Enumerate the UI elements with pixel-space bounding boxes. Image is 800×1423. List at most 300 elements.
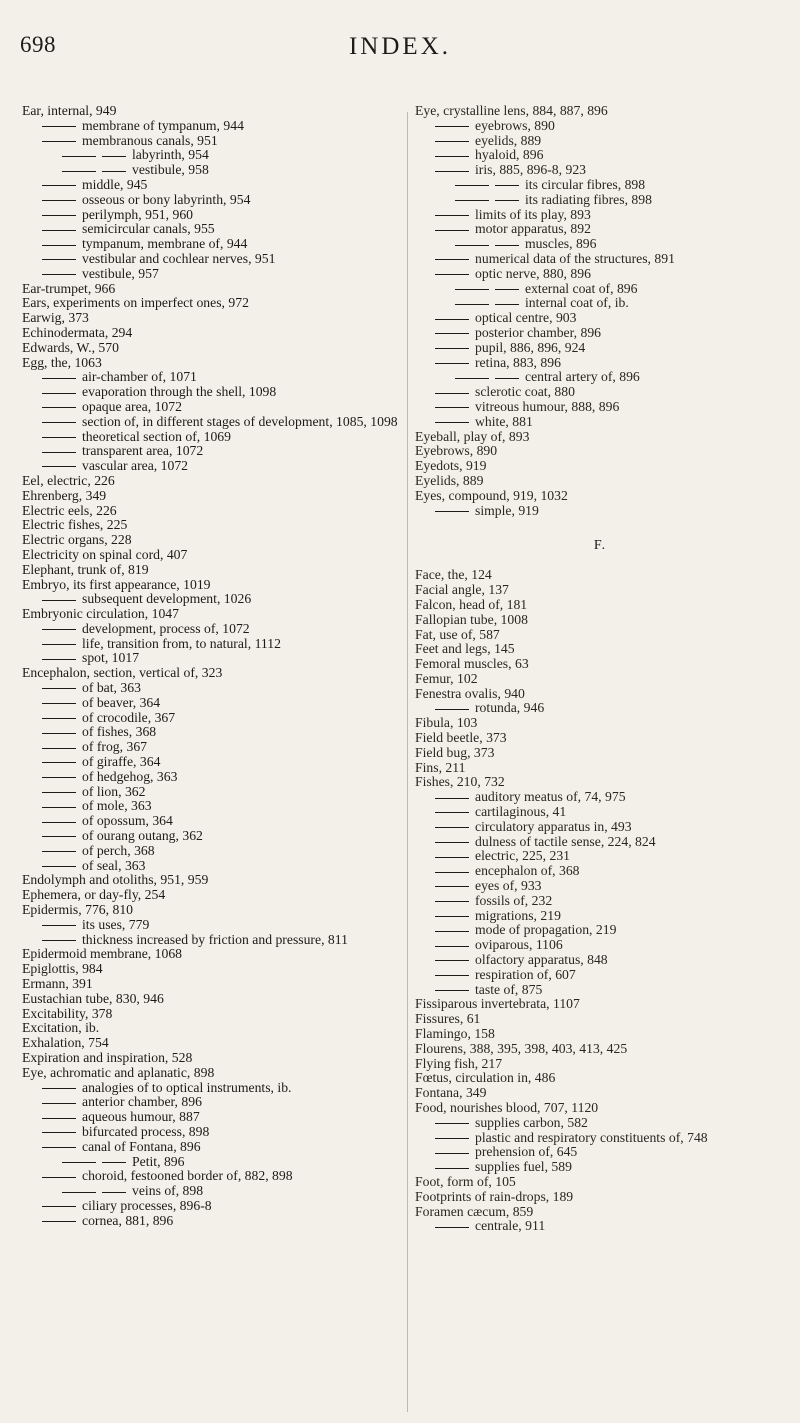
ditto-dash: [42, 792, 76, 793]
ditto-dash: [435, 393, 469, 394]
ditto-dash: [435, 1123, 469, 1124]
index-entry-text: eyelids, 889: [475, 132, 542, 148]
index-subentry: [415, 341, 785, 356]
ditto-dash: [435, 857, 469, 858]
index-subentry: [415, 237, 785, 252]
index-subentry: [415, 835, 785, 850]
index-entry-text: Fœtus, circulation in, 486: [415, 1070, 556, 1086]
index-entry-text: Ear-trumpet, 966: [22, 280, 116, 296]
index-entry-text: internal coat of, ib.: [525, 295, 629, 311]
index-subentry: [415, 296, 785, 311]
index-entry: [22, 1036, 402, 1051]
index-entry: [22, 104, 402, 119]
index-entry-text: prehension of, 645: [475, 1144, 578, 1160]
index-entry-text: semicircular canals, 955: [82, 221, 215, 237]
ditto-dash: [42, 659, 76, 660]
index-subentry: [415, 1160, 785, 1175]
index-entry: [22, 873, 402, 888]
ditto-dash: [455, 289, 489, 290]
ditto-dash: [435, 363, 469, 364]
index-entry-text: of hedgehog, 363: [82, 768, 178, 784]
ditto-dash: [435, 931, 469, 932]
index-entry-text: Ephemera, or day-fly, 254: [22, 887, 166, 903]
index-entry-text: Eyedots, 919: [415, 458, 487, 474]
index-entry: [415, 1027, 785, 1042]
ditto-dash: [495, 200, 519, 201]
index-entry-text: eyes of, 933: [475, 878, 542, 894]
index-entry: [415, 598, 785, 613]
index-subentry: [415, 849, 785, 864]
ditto-dash: [42, 1103, 76, 1104]
ditto-dash: [435, 798, 469, 799]
index-entry-text: retina, 883, 896: [475, 354, 561, 370]
index-subentry: [22, 119, 402, 134]
index-entry-text: subsequent development, 1026: [82, 591, 252, 607]
ditto-dash: [435, 1168, 469, 1169]
index-entry-text: development, process of, 1072: [82, 620, 250, 636]
index-entry-text: plastic and respiratory constituents of, 748: [475, 1129, 708, 1145]
index-subentry: [415, 370, 785, 385]
ditto-dash: [435, 946, 469, 947]
index-entry: [415, 775, 785, 790]
index-entry-text: life, transition from, to natural, 1112: [82, 635, 281, 651]
index-entry-text: fossils of, 232: [475, 892, 553, 908]
index-entry-text: Fins, 211: [415, 759, 466, 775]
ditto-dash: [42, 126, 76, 127]
index-entry: [415, 1175, 785, 1190]
index-entry-text: Fallopian tube, 1008: [415, 611, 528, 627]
ditto-dash: [62, 171, 96, 172]
index-subentry: [415, 208, 785, 223]
index-entry-text: of lion, 362: [82, 783, 146, 799]
index-entry: [415, 687, 785, 702]
index-entry-text: Fissiparous invertebrata, 1107: [415, 996, 580, 1012]
index-entry-text: Flamingo, 158: [415, 1026, 495, 1042]
index-entry: [22, 578, 402, 593]
index-entry-text: Fat, use of, 587: [415, 626, 500, 642]
index-entry: [22, 311, 402, 326]
ditto-dash: [42, 1147, 76, 1148]
ditto-dash: [42, 748, 76, 749]
index-entry-text: Eustachian tube, 830, 946: [22, 990, 164, 1006]
index-entry-text: Foramen cæcum, 859: [415, 1203, 534, 1219]
index-entry-text: Eyelids, 889: [415, 472, 484, 488]
index-subentry: [415, 1145, 785, 1160]
index-subentry: [22, 430, 402, 445]
index-subentry: [22, 725, 402, 740]
ditto-dash: [42, 940, 76, 941]
index-entry-text: cartilaginous, 41: [475, 804, 567, 820]
index-subentry: [415, 326, 785, 341]
index-entry-text: hyaloid, 896: [475, 147, 544, 163]
page-header: [0, 22, 800, 62]
index-entry: [22, 977, 402, 992]
index-entry-text: dulness of tactile sense, 224, 824: [475, 833, 656, 849]
index-entry: [415, 613, 785, 628]
index-entry-text: supplies carbon, 582: [475, 1114, 588, 1130]
index-subentry: [22, 252, 402, 267]
index-entry: [22, 666, 402, 681]
ditto-dash: [42, 1221, 76, 1222]
index-entry-text: Expiration and inspiration, 528: [22, 1050, 193, 1065]
index-entry-text: aqueous humour, 887: [82, 1109, 200, 1125]
index-subentry: [22, 444, 402, 459]
index-subentry: [22, 193, 402, 208]
index-entry-text: osseous or bony labyrinth, 954: [82, 191, 251, 207]
ditto-dash: [495, 378, 519, 379]
index-entry-text: migrations, 219: [475, 907, 561, 923]
index-subentry: [415, 134, 785, 149]
index-entry-text: Eye, achromatic and aplanatic, 898: [22, 1064, 215, 1080]
index-subentry: [415, 923, 785, 938]
index-subentry: [22, 163, 402, 178]
index-entry: [415, 657, 785, 672]
index-subentry: [22, 370, 402, 385]
ditto-dash: [435, 259, 469, 260]
index-entry-text: Face, the, 124: [415, 567, 492, 583]
index-entry-text: air-chamber of, 1071: [82, 369, 197, 385]
index-entry-text: Femoral muscles, 63: [415, 656, 529, 672]
index-subentry: [22, 622, 402, 637]
index-subentry: [22, 222, 402, 237]
index-subentry: [415, 193, 785, 208]
index-entry-text: section of, in different stages of development, 1085, 1098: [82, 413, 398, 429]
index-entry-text: vitreous humour, 888, 896: [475, 398, 620, 414]
index-entry: [22, 962, 402, 977]
index-entry: [22, 992, 402, 1007]
index-subentry: [415, 790, 785, 805]
index-entry-text: Epidermoid membrane, 1068: [22, 946, 183, 962]
index-entry-text: white, 881: [475, 413, 533, 429]
index-entry-text: Feet and legs, 145: [415, 641, 515, 657]
ditto-dash: [435, 827, 469, 828]
ditto-dash: [42, 703, 76, 704]
ditto-dash: [435, 1153, 469, 1154]
index-entry-text: of mole, 363: [82, 798, 152, 814]
ditto-dash: [435, 171, 469, 172]
index-subentry: [415, 938, 785, 953]
ditto-dash: [435, 872, 469, 873]
index-subentry: [22, 711, 402, 726]
index-entry-text: Elephant, trunk of, 819: [22, 561, 149, 577]
index-entry-text: of opossum, 364: [82, 813, 173, 829]
ditto-dash: [42, 1177, 76, 1178]
ditto-dash: [455, 200, 489, 201]
ditto-dash: [42, 866, 76, 867]
index-subentry: [22, 1081, 402, 1096]
index-entry: [415, 1057, 785, 1072]
index-entry: [22, 903, 402, 918]
index-entry-text: Fissures, 61: [415, 1011, 481, 1027]
index-entry-text: middle, 945: [82, 176, 148, 192]
index-entry-text: Falcon, head of, 181: [415, 596, 528, 612]
index-entry: [22, 1066, 402, 1081]
ditto-dash: [102, 156, 126, 157]
index-entry-text: optic nerve, 880, 896: [475, 265, 591, 281]
index-subentry: [22, 651, 402, 666]
ditto-dash: [435, 407, 469, 408]
index-entry-text: of frog, 367: [82, 739, 148, 755]
ditto-dash: [42, 245, 76, 246]
index-entry-text: Ermann, 391: [22, 976, 93, 992]
ditto-dash: [435, 274, 469, 275]
index-entry: [415, 474, 785, 489]
ditto-dash: [42, 1088, 76, 1089]
index-entry-text: simple, 919: [475, 502, 539, 518]
index-entry-text: Egg, the, 1063: [22, 354, 102, 370]
ditto-dash: [102, 1162, 126, 1163]
index-subentry: [22, 740, 402, 755]
index-entry: [22, 607, 402, 622]
index-entry-text: thickness increased by friction and pressure, 811: [82, 931, 348, 947]
index-subentry: [22, 400, 402, 415]
ditto-dash: [42, 185, 76, 186]
ditto-dash: [455, 185, 489, 186]
index-entry-text: Encephalon, section, vertical of, 323: [22, 665, 223, 681]
index-entry-text: circulatory apparatus in, 493: [475, 818, 632, 834]
index-entry-text: ciliary processes, 896-8: [82, 1197, 212, 1213]
ditto-dash: [42, 1132, 76, 1133]
ditto-dash: [455, 304, 489, 305]
ditto-dash: [435, 842, 469, 843]
index-entry-text: Ear, internal, 949: [22, 103, 117, 118]
ditto-dash: [42, 437, 76, 438]
ditto-dash: [435, 916, 469, 917]
ditto-dash: [42, 466, 76, 467]
index-subentry: [22, 755, 402, 770]
index-entry: [22, 326, 402, 341]
index-entry-text: Field beetle, 373: [415, 730, 507, 746]
index-entry: [22, 1051, 402, 1066]
index-entry-text: of perch, 368: [82, 842, 155, 858]
index-subentry: [22, 1155, 402, 1170]
index-entry: [22, 341, 402, 356]
index-entry: [415, 746, 785, 761]
index-entry-text: Ears, experiments on imperfect ones, 972: [22, 295, 249, 311]
index-subentry: [22, 1214, 402, 1229]
index-entry-text: Earwig, 373: [22, 310, 89, 326]
index-subentry: [415, 953, 785, 968]
index-subentry: [415, 267, 785, 282]
index-entry: [415, 583, 785, 598]
ditto-dash: [435, 141, 469, 142]
ditto-dash: [42, 688, 76, 689]
index-entry-text: opaque area, 1072: [82, 398, 182, 414]
index-subentry: [22, 208, 402, 223]
index-entry: [415, 1190, 785, 1205]
index-entry-text: vestibular and cochlear nerves, 951: [82, 250, 276, 266]
ditto-dash: [42, 393, 76, 394]
index-entry-text: Fenestra ovalis, 940: [415, 685, 525, 701]
index-entry-text: Electricity on spinal cord, 407: [22, 546, 188, 562]
index-entry: [415, 444, 785, 459]
ditto-dash: [42, 733, 76, 734]
index-subentry: [22, 267, 402, 282]
index-entry: [415, 568, 785, 583]
index-entry-text: of crocodile, 367: [82, 709, 176, 725]
index-subentry: [415, 356, 785, 371]
ditto-dash: [42, 274, 76, 275]
index-entry-text: cornea, 881, 896: [82, 1212, 174, 1228]
index-entry-text: oviparous, 1106: [475, 937, 563, 953]
index-entry: [415, 489, 785, 504]
ditto-dash: [62, 1192, 96, 1193]
index-entry-text: labyrinth, 954: [132, 147, 209, 163]
index-entry-text: analogies of to optical instruments, ib.: [82, 1079, 292, 1095]
ditto-dash: [42, 259, 76, 260]
index-subentry: [22, 592, 402, 607]
index-entry: [415, 1071, 785, 1086]
index-entry-text: of fishes, 368: [82, 724, 157, 740]
page-heading: INDEX.: [348, 33, 451, 60]
index-entry: [415, 716, 785, 731]
index-entry-text: Eyebrows, 890: [415, 443, 498, 459]
index-entry-text: external coat of, 896: [525, 280, 638, 296]
ditto-dash: [435, 511, 469, 512]
index-entry-text: iris, 885, 896-8, 923: [475, 162, 587, 178]
index-entry: [22, 504, 402, 519]
index-column-left: [22, 104, 402, 1229]
index-entry: [415, 1205, 785, 1220]
index-subentry: [22, 1184, 402, 1199]
index-entry-text: mode of propagation, 219: [475, 922, 617, 938]
index-subentry: [22, 859, 402, 874]
ditto-dash: [435, 975, 469, 976]
index-subentry: [415, 864, 785, 879]
index-entry-text: bifurcated process, 898: [82, 1123, 210, 1139]
ditto-dash: [435, 990, 469, 991]
index-entry-text: encephalon of, 368: [475, 863, 580, 879]
index-entry-text: vascular area, 1072: [82, 458, 189, 474]
ditto-dash: [42, 200, 76, 201]
index-entry: [415, 1101, 785, 1116]
index-entry-text: respiration of, 607: [475, 966, 576, 982]
index-entry: [415, 731, 785, 746]
index-subentry: [415, 879, 785, 894]
ditto-dash: [435, 709, 469, 710]
index-entry-text: vestibule, 957: [82, 265, 159, 281]
index-subentry: [415, 504, 785, 519]
ditto-dash: [42, 777, 76, 778]
index-entry-text: anterior chamber, 896: [82, 1094, 202, 1110]
index-subentry: [22, 1110, 402, 1125]
index-subentry: [22, 1199, 402, 1214]
index-entry-text: Petit, 896: [132, 1153, 185, 1169]
ditto-dash: [435, 1138, 469, 1139]
index-entry-text: veins of, 898: [132, 1183, 204, 1199]
ditto-dash: [42, 452, 76, 453]
index-entry-text: Electric organs, 228: [22, 532, 132, 548]
index-entry-text: Exhalation, 754: [22, 1035, 109, 1051]
index-entry-text: Facial angle, 137: [415, 582, 509, 598]
ditto-dash: [435, 333, 469, 334]
index-entry: [22, 518, 402, 533]
ditto-dash: [435, 812, 469, 813]
index-entry-text: vestibule, 958: [132, 162, 209, 178]
index-entry-text: Ehrenberg, 349: [22, 487, 107, 503]
ditto-dash: [435, 348, 469, 349]
index-subentry: [22, 148, 402, 163]
index-entry-text: Eye, crystalline lens, 884, 887, 896: [415, 103, 608, 118]
index-entry-text: Food, nourishes blood, 707, 1120: [415, 1100, 599, 1115]
index-entry: [22, 489, 402, 504]
index-entry-text: membranous canals, 951: [82, 132, 218, 148]
ditto-dash: [435, 126, 469, 127]
ditto-dash: [495, 304, 519, 305]
index-entry-text: of seal, 363: [82, 857, 146, 873]
index-entry-text: of beaver, 364: [82, 694, 161, 710]
ditto-dash: [435, 886, 469, 887]
ditto-dash: [42, 629, 76, 630]
index-entry-text: its radiating fibres, 898: [525, 191, 652, 207]
index-entry-text: muscles, 896: [525, 236, 597, 252]
index-subentry: [415, 311, 785, 326]
index-subentry: [415, 805, 785, 820]
index-entry-text: Edwards, W., 570: [22, 339, 119, 355]
index-entry-text: motor apparatus, 892: [475, 221, 591, 237]
index-subentry: [415, 968, 785, 983]
index-entry-text: canal of Fontana, 896: [82, 1138, 201, 1154]
ditto-dash: [455, 245, 489, 246]
index-entry-text: supplies fuel, 589: [475, 1159, 572, 1175]
index-subentry: [22, 237, 402, 252]
index-subentry: [415, 385, 785, 400]
index-entry: [22, 563, 402, 578]
index-entry: [415, 430, 785, 445]
page-number: 698: [20, 32, 56, 57]
index-subentry: [415, 400, 785, 415]
ditto-dash: [62, 1162, 96, 1163]
index-entry-text: Electric fishes, 225: [22, 517, 128, 533]
index-entry: [415, 642, 785, 657]
index-entry: [22, 533, 402, 548]
index-subentry: [415, 1131, 785, 1146]
index-entry-text: Echinodermata, 294: [22, 324, 133, 340]
index-entry-text: of bat, 363: [82, 680, 141, 696]
index-entry-text: Eel, electric, 226: [22, 472, 115, 488]
ditto-dash: [42, 822, 76, 823]
ditto-dash: [62, 156, 96, 157]
index-entry-text: Eyeball, play of, 893: [415, 428, 530, 444]
ditto-dash: [42, 230, 76, 231]
index-subentry: [22, 1125, 402, 1140]
index-entry-text: its circular fibres, 898: [525, 176, 646, 192]
index-entry-text: central artery of, 896: [525, 369, 640, 385]
index-entry-text: Fishes, 210, 732: [415, 774, 505, 790]
ditto-dash: [435, 422, 469, 423]
ditto-dash: [42, 807, 76, 808]
index-entry-text: Epidermis, 776, 810: [22, 902, 134, 918]
index-subentry: [22, 785, 402, 800]
index-subentry: [22, 681, 402, 696]
column-divider: [407, 112, 408, 1412]
index-entry: [415, 997, 785, 1012]
index-subentry: [22, 918, 402, 933]
index-subentry: [22, 696, 402, 711]
ditto-dash: [435, 901, 469, 902]
index-entry-text: auditory meatus of, 74, 975: [475, 789, 626, 805]
index-entry-text: Footprints of rain-drops, 189: [415, 1188, 574, 1204]
index-subentry: [415, 415, 785, 430]
index-subentry: [22, 1095, 402, 1110]
index-entry-text: numerical data of the structures, 891: [475, 250, 675, 266]
index-entry-text: tympanum, membrane of, 944: [82, 236, 248, 252]
index-entry: [22, 888, 402, 903]
index-subentry: [22, 844, 402, 859]
index-subentry: [22, 415, 402, 430]
index-entry-text: Field bug, 373: [415, 744, 495, 760]
ditto-dash: [102, 1192, 126, 1193]
